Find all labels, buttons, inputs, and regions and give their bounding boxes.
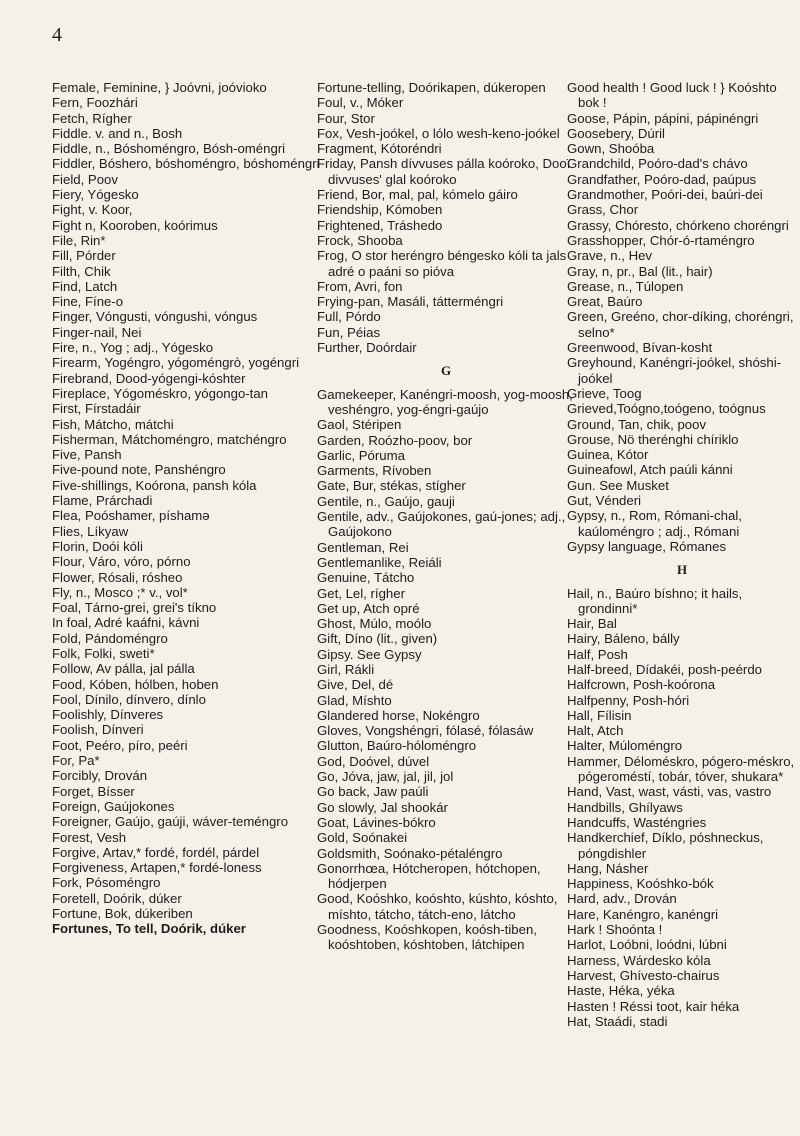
dictionary-entry: Fiery, Yógesko [52, 187, 139, 203]
dictionary-entry: Gonorrhœa, Hótcheropen, hótchopen, hódjerpen [317, 860, 541, 892]
dictionary-entry: Further, Doórdair [317, 340, 417, 356]
dictionary-entry: Fetch, Rígher [52, 110, 132, 126]
dictionary-entry: Handbills, Ghílyaws [567, 799, 683, 815]
dictionary-entry: Foal, Tárno-grei, grei's tíkno [52, 600, 217, 616]
dictionary-entry: Gloves, Vongshéngri, fólasé, fólasáw [317, 723, 534, 739]
dictionary-entry: Friend, Bor, mal, pal, kómelo gáiro [317, 187, 518, 203]
dictionary-entry: Grassy, Chóresto, chórkeno choréngri [567, 217, 789, 233]
dictionary-entry: Gipsy. See Gypsy [317, 646, 422, 662]
column-1 [52, 80, 320, 937]
dictionary-entry: Fiddle, n., Bóshoméngro, Bósh-oméngri [52, 141, 286, 157]
dictionary-entry: Find, Latch [52, 278, 118, 294]
dictionary-entry: Foreigner, Gaújo, gaúji, wáver-teméngro [52, 814, 289, 830]
dictionary-entry: Foot, Peéro, píro, peéri [52, 737, 188, 753]
dictionary-entry: Guinea, Kótor [567, 447, 649, 463]
dictionary-entry: Harvest, Ghívesto-chairus [567, 967, 720, 983]
dictionary-entry: Gamekeeper, Kanéngri-moosh, yog-moosh, veshéngro, yog-éngri-gaújo [317, 386, 573, 417]
dictionary-entry: Fortune, Bok, dúkeriben [52, 906, 193, 922]
dictionary-entry: Foreign, Gaújokones [52, 798, 175, 814]
dictionary-entry: Hall, Fílisin [567, 707, 632, 723]
dictionary-entry: Hat, Staádi, stadi [567, 1013, 668, 1029]
dictionary-entry: Hammer, Déloméskro, pógero-méskro, pógeroméstí, tobár, tóver, shukara* [567, 753, 795, 785]
dictionary-entry: Grease, n., Túlopen [567, 278, 684, 294]
dictionary-entry: Frog, O stor heréngro béngesko kóli ta jals adré o paáni so pióva [317, 248, 567, 279]
dictionary-entry: Foolish, Dínveri [52, 722, 144, 738]
dictionary-entry: Florin, Doói kóli [52, 538, 143, 554]
dictionary-entry: Flea, Poóshamer, píshamǝ [52, 508, 210, 524]
dictionary-entry: First, Fírstadáir [52, 401, 141, 417]
dictionary-entry: Field, Poov [52, 171, 118, 187]
dictionary-entry: Fish, Mátcho, mátchi [52, 416, 174, 432]
dictionary-entry: Great, Baúro [567, 294, 643, 310]
dictionary-entry: Goldsmith, Soónako-pétaléngro [317, 845, 503, 861]
dictionary-entry: Gold, Soónakei [317, 830, 408, 846]
dictionary-entry: Hare, Kanéngro, kanéngri [567, 906, 719, 922]
dictionary-entry: Genuine, Tátcho [317, 570, 415, 586]
dictionary-entry: Ground, Tan, chik, poov [567, 416, 707, 432]
dictionary-entry: Happiness, Koóshko-bók [567, 876, 714, 892]
dictionary-entry: Glandered horse, Nokéngro [317, 707, 480, 723]
dictionary-entry: Garden, Roózho-poov, bor [317, 432, 473, 448]
dictionary-entry: Gentile, n., Gaújo, gauji [317, 493, 455, 509]
dictionary-entry: Flour, Váro, vóro, pórno [52, 554, 191, 570]
dictionary-entry: Greenwood, Bívan-kosht [567, 340, 713, 356]
dictionary-entry: Frying-pan, Masáli, tátterméngri [317, 294, 504, 310]
dictionary-entry: Five-pound note, Panshéngro [52, 462, 226, 478]
dictionary-entry: Guineafowl, Atch paúli kánni [567, 462, 733, 478]
dictionary-entry: Harlot, Loóbni, loódni, lúbni [567, 937, 727, 953]
dictionary-entry: Halfpenny, Posh-hóri [567, 692, 690, 708]
dictionary-entry: Frightened, Tráshedo [317, 217, 443, 233]
dictionary-entry: Fill, Pórder [52, 248, 116, 264]
dictionary-entry: Filth, Chik [52, 263, 111, 279]
dictionary-entry: Full, Pórdo [317, 309, 381, 325]
dictionary-entry: Fortune-telling, Doórikapen, dúkeropen [317, 80, 546, 95]
dictionary-entry: Grasshopper, Chór-ó-rtaméngro [567, 232, 755, 248]
dictionary-entry: Garlic, Póruma [317, 447, 405, 463]
dictionary-entry: Goosebery, Dúril [567, 125, 665, 141]
dictionary-entry: Fiddler, Bóshero, bóshoméngro, bóshoméngri [52, 156, 320, 172]
dictionary-entry: Gray, n, pr., Bal (lit., hair) [567, 263, 713, 279]
dictionary-entry: Fern, Foozhári [52, 95, 138, 111]
dictionary-entry: Fly, n., Mosco ;* v., vol* [52, 584, 188, 600]
dictionary-entry: Go slowly, Jal shookár [317, 799, 448, 815]
dictionary-entry: Halt, Atch [567, 723, 624, 739]
dictionary-entry: Goat, Lávines-bókro [317, 814, 436, 830]
dictionary-entry: Glad, Míshto [317, 692, 392, 708]
dictionary-entry: Grass, Chor [567, 202, 639, 218]
dictionary-entry: Hail, n., Baúro bíshno; it hails, grondinni* [567, 585, 743, 616]
dictionary-entry: Foolishly, Dínveres [52, 707, 164, 723]
dictionary-entry: Friendship, Kómoben [317, 202, 443, 218]
dictionary-entry: Good, Koóshko, koóshto, kúshto, kóshto, míshto, tátcho, tátch-eno, látcho [317, 891, 558, 922]
dictionary-entry: Give, Del, dé [317, 677, 394, 693]
dictionary-entry: Fold, Pándoméngro [52, 630, 168, 646]
dictionary-entry: Goodness, Koóshkopen, koósh-tiben, koóshtoben, kóshtoben, látchipen [317, 922, 537, 953]
dictionary-entry: Fortunes, To tell, Doórik, dúker [52, 921, 246, 937]
dictionary-entry: Five, Pansh [52, 447, 122, 463]
dictionary-entry: Handkerchief, Díklo, póshneckus, póngdishler [567, 830, 764, 861]
dictionary-entry: Grandchild, Poóro-dad's chávo [567, 156, 748, 172]
dictionary-entry: Firearm, Yogéngro, yógoméngrò, yogéngri [52, 355, 300, 371]
dictionary-entry: Fight n, Kooroben, koórimus [52, 217, 218, 233]
dictionary-entry: Foretell, Doórik, dúker [52, 890, 182, 906]
dictionary-entry: Grandmother, Poóri-dei, baúri-dei [567, 187, 763, 203]
dictionary-entry: From, Avri, fon [317, 278, 403, 294]
dictionary-entry: Fisherman, Mátchoméngro, matchéngro [52, 431, 287, 447]
dictionary-entry: Half, Posh [567, 646, 628, 662]
dictionary-entry: Finger, Vóngusti, vóngushi, vóngus [52, 309, 258, 325]
dictionary-entry: Get, Lel, rígher [317, 585, 405, 601]
dictionary-entry: Go, Jóva, jaw, jal, jil, jol [317, 769, 454, 785]
dictionary-entry: Fireplace, Yógoméskro, yógongo-tan [52, 385, 269, 401]
dictionary-entry: Fight, v. Koor, [52, 202, 133, 218]
dictionary-entry: Grandfather, Poóro-dad, paúpus [567, 171, 757, 187]
dictionary-entry: Girl, Rákli [317, 661, 375, 677]
dictionary-entry: Haste, Héka, yéka [567, 983, 675, 999]
dictionary-entry: File, Rin* [52, 232, 106, 248]
dictionary-entry: Gypsy, n., Rom, Rómani-chal, kaúloméngro ; adj., Rómani [567, 508, 742, 539]
dictionary-entry: Goose, Pápin, pápini, pápinéngri [567, 110, 759, 126]
dictionary-entry: Gut, Vénderi [567, 493, 642, 509]
dictionary-entry: Folk, Folki, sweti* [52, 645, 155, 661]
dictionary-entry: Female, Feminine, } Joóvni, joóvioko [52, 80, 267, 95]
dictionary-entry: Hark ! Shoónta ! [567, 922, 663, 938]
dictionary-entry: Gate, Bur, stékas, stígher [317, 478, 466, 494]
dictionary-entry: Hang, Násher [567, 860, 649, 876]
dictionary-entry: God, Doóvel, dúvel [317, 753, 430, 769]
dictionary-entry: Fiddle. v. and n., Bosh [52, 125, 183, 141]
dictionary-entry: Four, Stor [317, 110, 375, 126]
dictionary-entry: Grave, n., Hev [567, 248, 653, 264]
dictionary-entry: Handcuffs, Wasténgries [567, 814, 707, 830]
dictionary-entry: Garments, Rívoben [317, 463, 432, 479]
dictionary-entry: Gypsy language, Rómanes [567, 538, 727, 554]
dictionary-entry: Greyhound, Kanéngri-joókel, shóshi-joókel [567, 355, 782, 386]
dictionary-entry: Hasten ! Réssi toot, kair héka [567, 998, 740, 1014]
dictionary-entry: Grieve, Toog [567, 385, 642, 401]
dictionary-entry: Gun. See Musket [567, 477, 669, 493]
dictionary-entry: Gentleman, Rei [317, 539, 409, 555]
dictionary-entry: Gentlemanlike, Reiáli [317, 554, 442, 570]
dictionary-entry: Fragment, Kótoréndri [317, 141, 442, 157]
dictionary-entry: Gentile, adv., Gaújokones, gaú-jones; adj., Gaújokono [317, 509, 566, 540]
dictionary-entry: Go back, Jaw paúli [317, 784, 429, 800]
dictionary-entry: Gaol, Stéripen [317, 417, 402, 433]
dictionary-entry: Hard, adv., Drován [567, 891, 677, 907]
dictionary-entry: Foul, v., Móker [317, 95, 404, 111]
letter-heading: H [676, 562, 688, 578]
dictionary-entry: Fun, Péias [317, 324, 381, 340]
dictionary-entry: Forgiveness, Artapen,* fordé-loness [52, 860, 262, 876]
dictionary-entry: In foal, Adré kaáfni, kávni [52, 615, 200, 631]
dictionary-entry: Forcibly, Drován [52, 768, 148, 784]
dictionary-entry: Half-breed, Dídakéi, posh-peérdo [567, 661, 762, 677]
dictionary-entry: Halter, Múloméngro [567, 738, 683, 754]
dictionary-entry: Forest, Vesh [52, 829, 127, 845]
dictionary-entry: Halfcrown, Posh-koórona [567, 677, 716, 693]
dictionary-entry: Fool, Dínilo, dínvero, dínlo [52, 691, 206, 707]
dictionary-entry: Forgive, Artav,* fordé, fordél, párdel [52, 844, 260, 860]
dictionary-entry: For, Pa* [52, 753, 100, 769]
dictionary-entry: Forget, Bísser [52, 783, 135, 799]
dictionary-entry: Grieved,Toógno,toógeno, toógnus [567, 401, 766, 417]
dictionary-entry: Grouse, Nö therénghi chíriklo [567, 431, 739, 447]
dictionary-entry: Finger-nail, Nei [52, 324, 142, 340]
dictionary-entry: Hand, Vast, wast, vásti, vas, vastro [567, 784, 772, 800]
dictionary-entry: Harness, Wárdesko kóla [567, 952, 711, 968]
dictionary-entry: Green, Greéno, chor-díking, choréngri, selno* [567, 309, 794, 340]
column-3 [567, 80, 797, 1029]
dictionary-entry: Flower, Rósali, rósheo [52, 569, 183, 585]
dictionary-entry: Food, Kóben, hólben, hoben [52, 676, 219, 692]
dictionary-entry: Glutton, Baúro-hóloméngro [317, 738, 477, 754]
dictionary-entry: Fork, Pósoméngro [52, 875, 161, 891]
dictionary-entry: Fire, n., Yog ; adj., Yógesko [52, 340, 214, 356]
dictionary-entry: Gift, Díno (lit., given) [317, 631, 438, 647]
dictionary-entry: Ghost, Múlo, moólo [317, 616, 432, 632]
page-number: 4 [52, 24, 62, 46]
dictionary-entry: Firebrand, Dood-yógengi-kóshter [52, 370, 246, 386]
dictionary-entry: Follow, Av pálla, jal pálla [52, 661, 195, 677]
dictionary-entry: Flame, Prárchadi [52, 493, 153, 509]
dictionary-entry: Frock, Shooba [317, 232, 403, 248]
column-2 [317, 80, 575, 953]
dictionary-entry: Hairy, Báleno, bálly [567, 631, 680, 647]
letter-heading: G [440, 363, 452, 379]
dictionary-entry: Gown, Shoóba [567, 141, 655, 157]
dictionary-entry: Flies, Líkyaw [52, 523, 129, 539]
dictionary-entry: Good health ! Good luck ! } Koóshto bok ! [567, 80, 777, 111]
dictionary-entry: Get up, Atch opré [317, 600, 420, 616]
dictionary-entry: Five-shillings, Koórona, pansh kóla [52, 477, 257, 493]
dictionary-entry: Hair, Bal [567, 616, 617, 632]
dictionary-entry: Fine, Fíne-o [52, 294, 124, 310]
dictionary-entry: Fox, Vesh-joókel, o lólo wesh-keno-joókel [317, 125, 560, 141]
dictionary-entry: Friday, Pansh dívvuses pálla koóroko, Dooï divvuses' glal koóroko [317, 156, 571, 187]
